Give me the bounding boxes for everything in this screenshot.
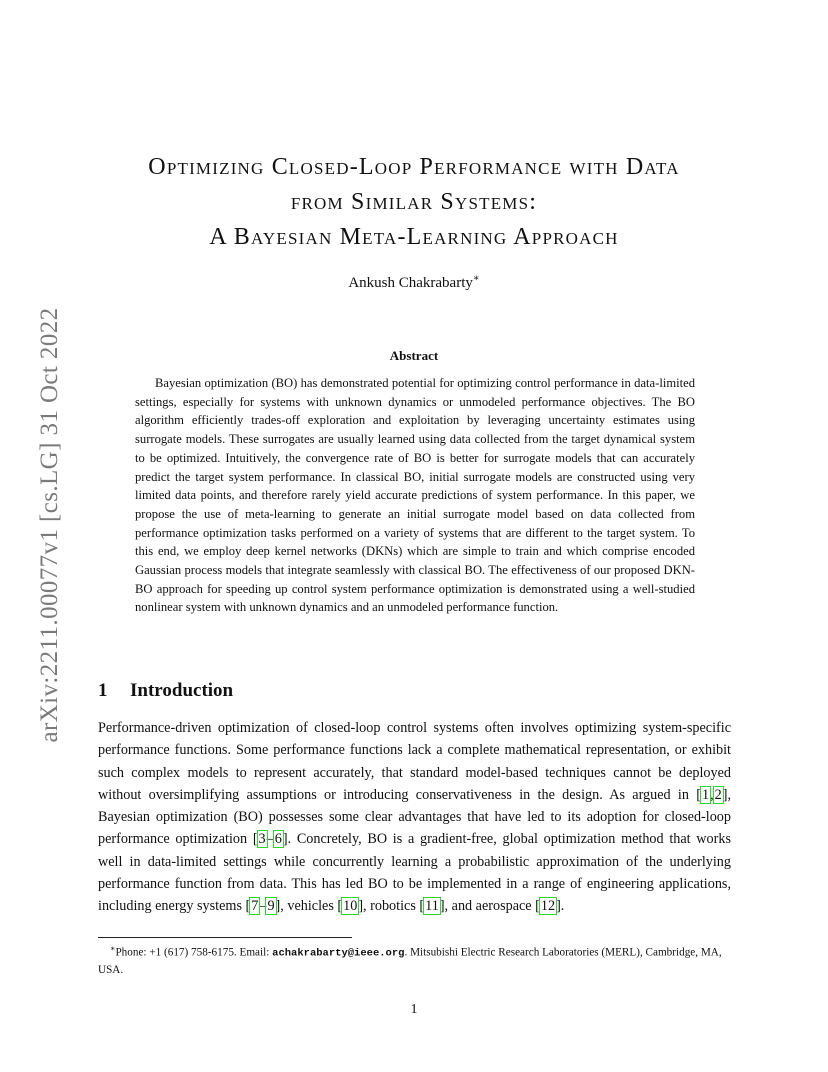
section-number: 1 bbox=[98, 680, 108, 701]
intro-text: , Bayesian optimization (BO) possesses some clear advantages that have led to its adoption for closed-loop performance optimization bbox=[98, 786, 731, 848]
footnote-email-link[interactable]: achakrabarty@ieee.org bbox=[272, 947, 405, 960]
citation-separator: , bbox=[710, 786, 714, 803]
author-footnote-mark[interactable]: ∗ bbox=[472, 273, 480, 284]
intro-text: , robotics bbox=[363, 898, 420, 915]
footnote bbox=[98, 941, 731, 978]
abstract-heading: Abstract bbox=[389, 348, 439, 363]
footnote-divider bbox=[98, 937, 352, 938]
citation-link[interactable]: 2 bbox=[714, 786, 722, 803]
footnote-phone: Phone: +1 (617) 758-6175. Email: bbox=[115, 946, 273, 959]
title-line-3: A Bayesian Meta-Learning Approach bbox=[209, 224, 619, 250]
paper-title bbox=[110, 150, 718, 255]
intro-text: . bbox=[560, 898, 565, 915]
citation-separator: – bbox=[259, 898, 267, 915]
footnote-affiliation: . Mitsubishi Electric Research Laboratories (MERL), Cambridge, MA, USA. bbox=[98, 946, 722, 976]
author-line bbox=[110, 273, 718, 292]
citation-link[interactable]: 1 bbox=[701, 786, 710, 803]
abstract-text: Bayesian optimization (BO) has demonstrated potential for optimizing control performance in data-limited settings, especially for systems with unknown dynamics or unmodeled performance objectives. The BO algorithm efficiently trades-off exploration and exploitation by leveraging uncertainty estimates using surrogate models. These surrogates are usually learned using data collected from the target dynamical system to be optimized. Intuitively, the convergence rate of BO is better for surrogate models that can accurately predict the target system performance. In classical BO, initial surrogate models are constructed using very limited data points, and therefore rarely yield accurate predictions of system performance. In this paper, we propose the use of meta-learning to generate an initial surrogate model based on data collected from performance optimization tasks performed on a variety of systems that are different to the target system. To this end, we employ deep kernel networks (DKNs) which are simple to train and which comprise encoded Gaussian process models that integrate seamlessly with classical BO. The effectiveness of our proposed DKN-BO approach for speeding up control system performance optimization is demonstrated using a well-studied nonlinear system with unknown dynamics and an unmodeled performance function. bbox=[135, 376, 695, 615]
citation-link[interactable]: 3 bbox=[258, 831, 266, 848]
arxiv-identifier-stamp: arXiv:2211.00077v1 [cs.LG] 31 Oct 2022 bbox=[36, 307, 63, 743]
citation-link[interactable]: 12 bbox=[540, 898, 556, 915]
title-line-1: Optimizing Closed-Loop Performance with Data bbox=[148, 154, 680, 180]
intro-text: Performance-driven optimization of closed-loop control systems often involves optimizing system-specific performance functions. Some performance functions lack a complete mathematical representation, or exhibit such complex models to represent accurately, that standard model-based techniques cannot be deployed without oversimplifying assumptions or introducing conservativeness in the design. As argued in bbox=[98, 720, 731, 803]
introduction-paragraph: Performance-driven optimization of closed-loop control systems often involves optimizing system-specific performance functions. Some performance functions lack a complete mathematical representation, or exhibit such complex models to represent accurately, that standard model-based techniques cannot be deployed without oversimplifying assumptions or introducing conservativeness in the design. As argued in [1,2], Bayesian optimization (BO) possesses some clear advantages that have led to its adoption for closed-loop performance optimization [3–6]. Concretely, BO is a gradient-free, global optimization method that works well in data-limited settings while concurrently learning a probabilistic approximation of the underlying performance function from data. This has led BO to be implemented in a range of engineering applications, including energy systems [7–9], vehicles [10], robotics [11], and aerospace [12]. bbox=[98, 720, 731, 915]
citation-link[interactable]: 10 bbox=[343, 898, 358, 915]
footnote-mark: ∗ bbox=[110, 944, 116, 953]
intro-text: , and aerospace bbox=[444, 898, 536, 915]
intro-text: , vehicles bbox=[280, 898, 338, 915]
section-title: Introduction bbox=[130, 680, 234, 701]
intro-text: . Concretely, BO is a gradient-free, global optimization method that works well in data-limited settings while concurrently learning a probabilistic approximation of the underlying performance function from data. This has led BO to be implemented in a range of engineering applications, including energy systems bbox=[98, 831, 731, 915]
citation-link[interactable]: 7 bbox=[251, 898, 259, 915]
citation-link[interactable]: 9 bbox=[267, 898, 275, 915]
page-number: 1 bbox=[410, 1002, 418, 1017]
author-name: Ankush Chakrabarty bbox=[348, 275, 473, 291]
citation-link[interactable]: 11 bbox=[425, 898, 439, 915]
citation-separator: – bbox=[266, 831, 274, 848]
section-heading-introduction bbox=[98, 680, 233, 702]
title-line-2: from Similar Systems: bbox=[290, 189, 538, 215]
citation-link[interactable]: 6 bbox=[274, 831, 282, 848]
